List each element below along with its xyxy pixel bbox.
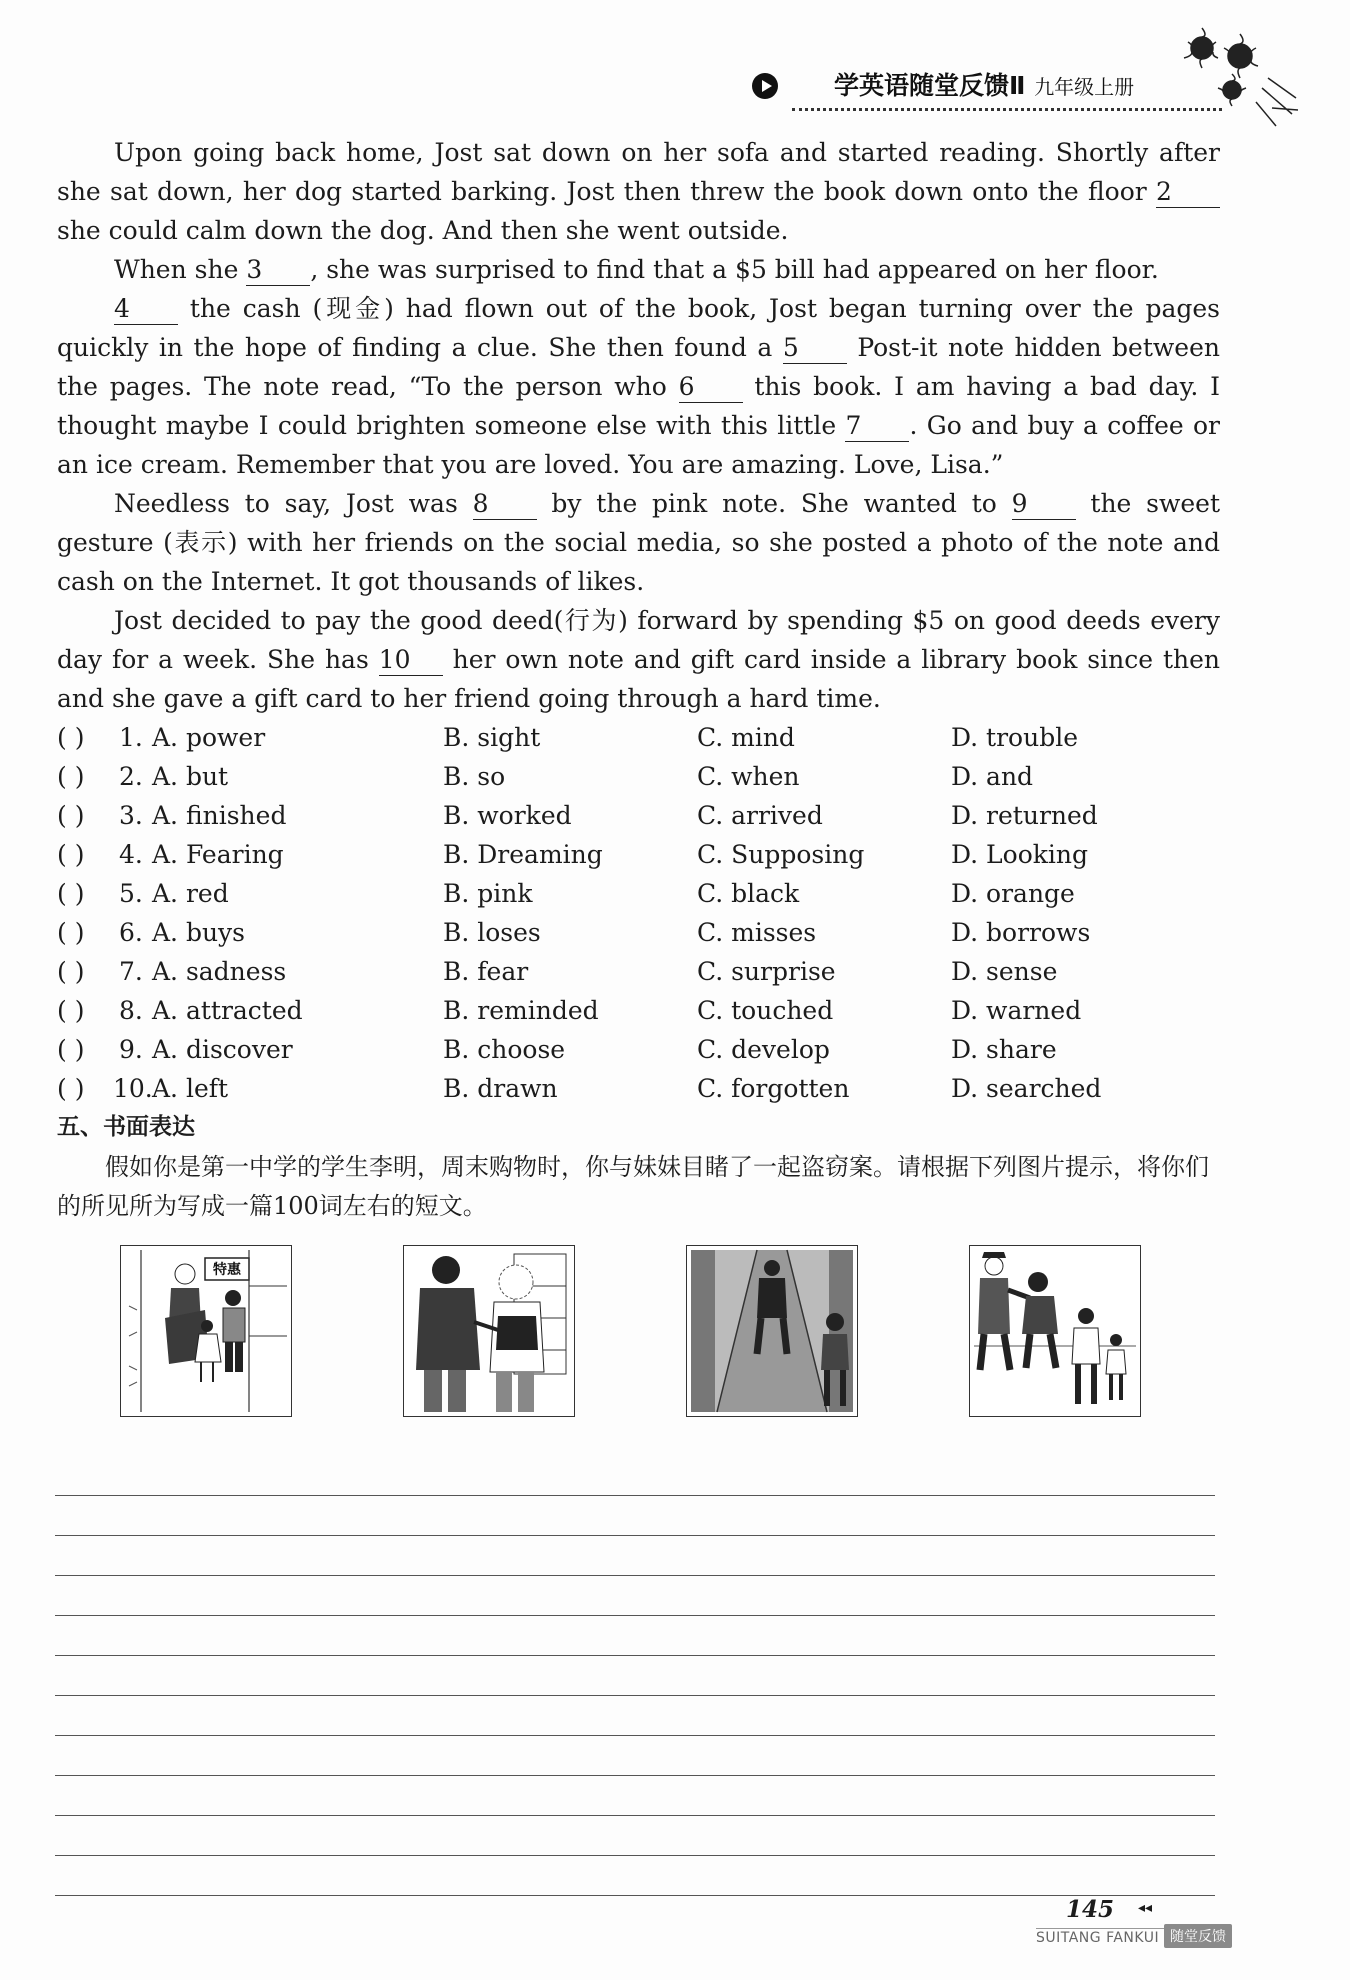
option-a[interactable]: A. buys	[152, 918, 246, 947]
answer-paren[interactable]: ( )	[57, 879, 85, 908]
blank-9[interactable]: 9	[1012, 489, 1076, 520]
answer-paren[interactable]: ( )	[57, 996, 85, 1025]
question-number: 6.	[119, 918, 143, 947]
footer-brand-badge: 随堂反馈	[1164, 1924, 1232, 1948]
play-circle-icon	[752, 73, 778, 99]
passage-paragraph-4: Needless to say, Jost was 8 by the pink note. She wanted to 9 the sweet gesture (表示) with her friends on the social media, so she posted a photo of the note and cash on the Internet. It got thousands of likes.	[57, 489, 1220, 596]
answer-paren[interactable]: ( )	[57, 1074, 85, 1103]
question-number: 2.	[119, 762, 143, 791]
writing-line[interactable]	[55, 1736, 1215, 1776]
option-d[interactable]: D. sense	[951, 957, 1058, 986]
header-dotted-rule	[792, 108, 1222, 111]
option-b[interactable]: B. pink	[443, 879, 533, 908]
writing-prompt: 假如你是第一中学的学生李明，周末购物时，你与妹妹目睹了一起盗窃案。请根据下列图片提示，将你们的所见所为写成一篇100词左右的短文。	[57, 1153, 1209, 1220]
passage-paragraph-1: Upon going back home, Jost sat down on her sofa and started reading. Shortly after she sat down, her dog started barking. Jost then threw the book down onto the floor 2 she could calm down the dog. And then she went outside.	[57, 138, 1220, 245]
option-a[interactable]: A. discover	[152, 1035, 293, 1064]
option-c[interactable]: C. arrived	[697, 801, 823, 830]
footer-brand-english: SUITANG FANKUI	[1036, 1930, 1160, 1946]
writing-line[interactable]	[55, 1856, 1215, 1896]
question-number: 10.	[113, 1074, 153, 1103]
writing-line[interactable]	[55, 1696, 1215, 1736]
shopping-scene-picture	[120, 1245, 292, 1417]
page-number: 145	[1066, 1896, 1115, 1923]
blank-5[interactable]: 5	[783, 333, 847, 364]
page-header	[752, 64, 1222, 114]
option-d[interactable]: D. Looking	[951, 840, 1088, 869]
writing-line[interactable]	[55, 1816, 1215, 1856]
passage-paragraph-3: 4 the cash (现金) had flown out of the book, Jost began turning over the pages quickly in the hope of finding a clue. She then found a 5 Post-it note hidden between the pages. The note read, “To the person who 6 this book. I am having a bad day. I thought maybe I could brighten someone else with this little 7 . Go and buy a coffee or an ice cream. Remember that you are loved. You are amazing. Love, Lisa.”	[57, 294, 1221, 479]
option-b[interactable]: B. reminded	[443, 996, 599, 1025]
answer-paren[interactable]: ( )	[57, 723, 85, 752]
option-c[interactable]: C. surprise	[697, 957, 836, 986]
option-c[interactable]: C. Supposing	[697, 840, 865, 869]
cloze-passage	[57, 133, 1220, 718]
option-b[interactable]: B. so	[443, 762, 506, 791]
option-row-1	[57, 718, 1227, 757]
option-d[interactable]: D. warned	[951, 996, 1082, 1025]
passage-paragraph-2: When she 3 , she was surprised to find that a $5 bill had appeared on her floor.	[114, 255, 1159, 284]
section-title: 五、书面表达	[57, 1114, 195, 1140]
question-number: 8.	[119, 996, 143, 1025]
answer-paren[interactable]: ( )	[57, 801, 85, 830]
writing-line[interactable]	[55, 1576, 1215, 1616]
option-c[interactable]: C. misses	[697, 918, 817, 947]
answer-paren[interactable]: ( )	[57, 1035, 85, 1064]
header-subtitle: 九年级上册	[1034, 75, 1135, 99]
question-number: 4.	[119, 840, 143, 869]
option-d[interactable]: D. trouble	[951, 723, 1078, 752]
option-c[interactable]: C. touched	[697, 996, 834, 1025]
blank-8[interactable]: 8	[473, 489, 537, 520]
pickpocket-scene-picture	[403, 1245, 575, 1417]
option-d[interactable]: D. searched	[951, 1074, 1102, 1103]
option-row-8	[57, 991, 1227, 1030]
option-b[interactable]: B. worked	[443, 801, 572, 830]
police-arrest-scene-picture	[969, 1245, 1141, 1417]
option-a[interactable]: A. power	[152, 723, 266, 752]
option-a[interactable]: A. left	[152, 1074, 229, 1103]
option-row-2	[57, 757, 1227, 796]
sunflower-decoration-icon	[1172, 18, 1302, 132]
question-number: 3.	[119, 801, 143, 830]
blank-4[interactable]: 4	[114, 294, 178, 325]
writing-lines[interactable]	[55, 1456, 1215, 1896]
option-row-10	[57, 1069, 1227, 1108]
option-c[interactable]: C. forgotten	[697, 1074, 850, 1103]
option-b[interactable]: B. Dreaming	[443, 840, 603, 869]
question-number: 9.	[119, 1035, 143, 1064]
passage-paragraph-5: Jost decided to pay the good deed(行为) forward by spending $5 on good deeds every day for a week. She has 10 her own note and gift card inside a library book since then and she gave a gift card to her friend going through a hard time.	[57, 606, 1220, 713]
option-d[interactable]: D. returned	[951, 801, 1098, 830]
option-c[interactable]: C. when	[697, 762, 800, 791]
answer-paren[interactable]: ( )	[57, 762, 85, 791]
option-row-5	[57, 874, 1227, 913]
options-list	[57, 718, 1227, 1108]
option-d[interactable]: D. orange	[951, 879, 1075, 908]
blank-10[interactable]: 10	[379, 645, 443, 676]
option-b[interactable]: B. fear	[443, 957, 529, 986]
blank-3[interactable]: 3	[246, 255, 310, 286]
footer-rule	[1036, 1928, 1164, 1929]
option-b[interactable]: B. drawn	[443, 1074, 558, 1103]
option-row-3	[57, 796, 1227, 835]
option-row-4	[57, 835, 1227, 874]
sale-sign-text: 特惠	[213, 1262, 241, 1278]
option-d[interactable]: D. borrows	[951, 918, 1091, 947]
option-b[interactable]: B. sight	[443, 723, 541, 752]
double-arrow-left-icon: ◂◂	[1138, 1900, 1153, 1916]
option-a[interactable]: A. but	[152, 762, 229, 791]
picture-prompts	[120, 1245, 1150, 1417]
writing-line[interactable]	[55, 1616, 1215, 1656]
chase-scene-picture	[686, 1245, 858, 1417]
answer-paren[interactable]: ( )	[57, 840, 85, 869]
option-a[interactable]: A. red	[152, 879, 229, 908]
writing-line[interactable]	[55, 1536, 1215, 1576]
option-row-6	[57, 913, 1227, 952]
option-b[interactable]: B. loses	[443, 918, 541, 947]
option-a[interactable]: A. sadness	[152, 957, 287, 986]
option-a[interactable]: A. attracted	[152, 996, 303, 1025]
option-d[interactable]: D. share	[951, 1035, 1057, 1064]
option-a[interactable]: A. Fearing	[152, 840, 284, 869]
answer-paren[interactable]: ( )	[57, 957, 85, 986]
option-b[interactable]: B. choose	[443, 1035, 566, 1064]
header-title: 学英语随堂反馈Ⅱ 九年级上册	[834, 71, 1135, 100]
writing-line[interactable]	[55, 1496, 1215, 1536]
blank-7[interactable]: 7	[845, 411, 909, 442]
answer-paren[interactable]: ( )	[57, 918, 85, 947]
blank-6[interactable]: 6	[679, 372, 743, 403]
question-number: 1.	[119, 723, 143, 752]
option-a[interactable]: A. finished	[152, 801, 287, 830]
writing-line[interactable]	[55, 1456, 1215, 1496]
question-number: 5.	[119, 879, 143, 908]
option-c[interactable]: C. develop	[697, 1035, 830, 1064]
option-row-7	[57, 952, 1227, 991]
option-row-9	[57, 1030, 1227, 1069]
blank-2[interactable]: 2	[1156, 177, 1220, 208]
option-d[interactable]: D. and	[951, 762, 1034, 791]
option-c[interactable]: C. mind	[697, 723, 795, 752]
question-number: 7.	[119, 957, 143, 986]
option-c[interactable]: C. black	[697, 879, 800, 908]
writing-line[interactable]	[55, 1776, 1215, 1816]
writing-line[interactable]	[55, 1656, 1215, 1696]
